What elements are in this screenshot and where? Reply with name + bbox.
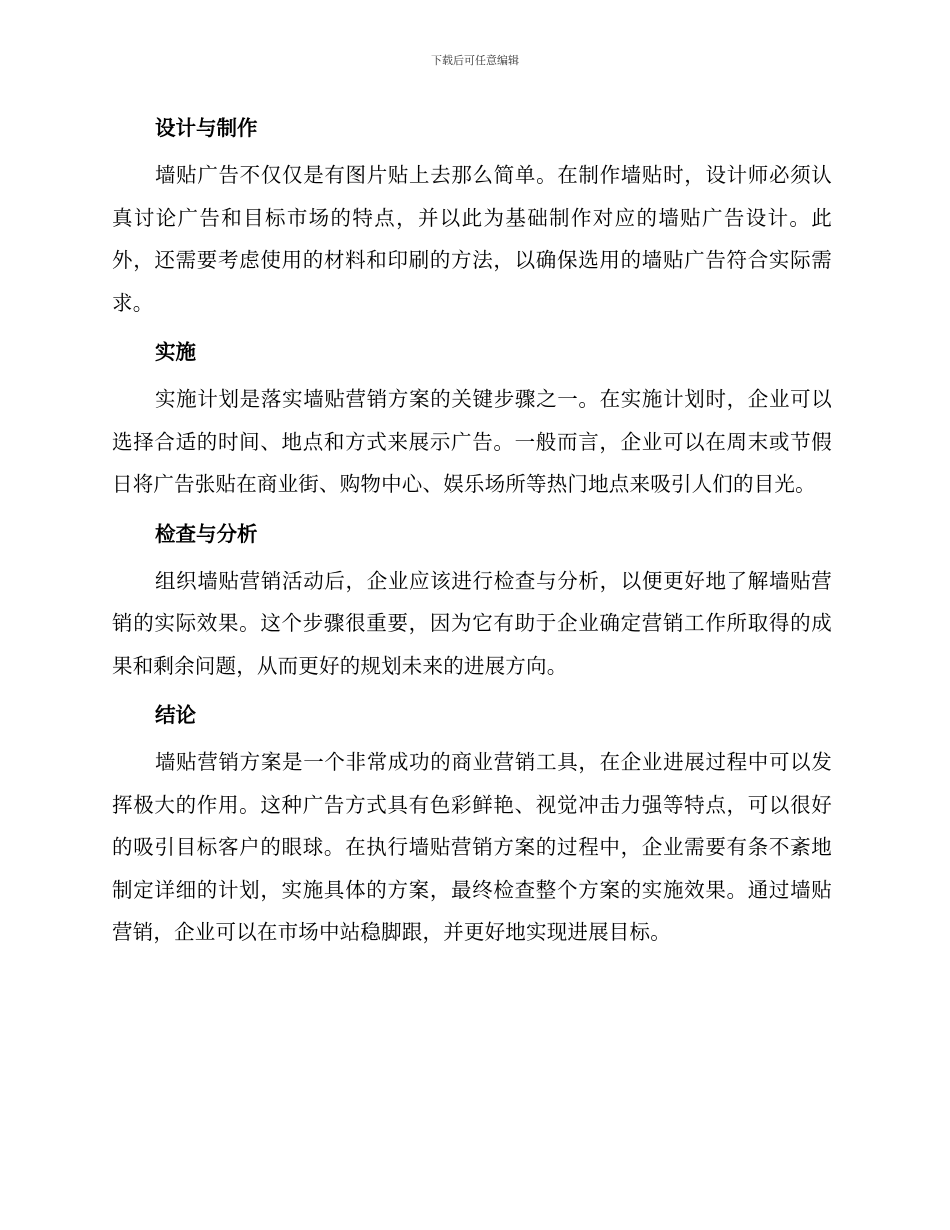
section-inspection-analysis: [112, 514, 832, 688]
section-paragraph: 组织墙贴营销活动后，企业应该进行检查与分析，以便更好地了解墙贴营销的实际效果。这个步骤很重要，因为它有助于企业确定营销工作所取得的成果和剩余问题，从而更好的规划未来的进展方向。: [112, 568, 832, 678]
section-heading: 实施: [155, 340, 196, 364]
section-heading: 结论: [155, 703, 196, 727]
section-conclusion: [112, 695, 832, 954]
section-paragraph: 实施计划是落实墙贴营销方案的关键步骤之一。在实施计划时，企业可以选择合适的时间、地点和方式来展示广告。一般而言，企业可以在周末或节假日将广告张贴在商业街、购物中心、娱乐场所等热门地点来吸引人们的目光。: [112, 387, 832, 496]
section-heading: 设计与制作: [155, 116, 258, 140]
page-header-note: 下载后可任意编辑: [431, 54, 519, 67]
section-paragraph: 墙贴广告不仅仅是有图片贴上去那么简单。在制作墙贴时，设计师必须认真讨论广告和目标市场的特点，并以此为基础制作对应的墙贴广告设计。此外，还需要考虑使用的材料和印刷的方法，以确保选用的墙贴广告符合实际需求。: [112, 163, 832, 315]
section-heading: 检查与分析: [155, 521, 258, 546]
section-implementation: [112, 332, 832, 506]
section-paragraph: 墙贴营销方案是一个非常成功的商业营销工具，在企业进展过程中可以发挥极大的作用。这种广告方式具有色彩鲜艳、视觉冲击力强等特点，可以很好的吸引目标客户的眼球。在执行墙贴营销方案的过程中，企业需要有条不紊地制定详细的计划，实施具体的方案，最终检查整个方案的实施效果。通过墙贴营销，企业可以在市场中站稳脚跟，并更好地实现进展目标。: [112, 750, 832, 944]
section-design-production: [112, 108, 832, 324]
document-body: [112, 108, 832, 954]
